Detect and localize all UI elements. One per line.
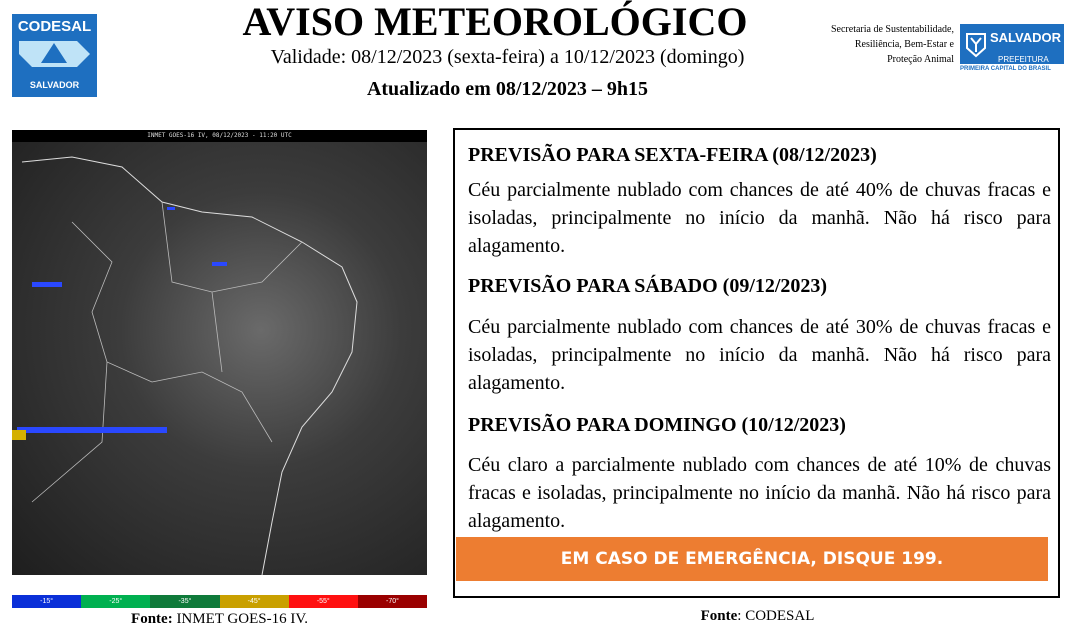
scale-label: -55° [289,595,358,608]
logo-tagline: PRIMEIRA CAPITAL DO BRASIL [960,66,1051,72]
secretariat-line: Secretaria de Sustentabilidade, [830,24,954,35]
forecast-text: Céu parcialmente nublado com chances de até 30% de chuvas fracas e isoladas, principalmente no início da manhã. Não há risco para alagamento. [468,316,1051,394]
scale-label: -70° [358,595,427,608]
secretariat-line: Resiliência, Bem-Estar e [854,39,954,50]
secretariat [808,22,954,67]
scale-label: -25° [81,595,150,608]
salvador-logo [960,24,1064,64]
forecast-heading: PREVISÃO PARA DOMINGO (10/12/2023) [468,414,846,436]
logo-sub: PREFEITURA [998,55,1049,64]
source-label: Fonte: [131,611,173,627]
satellite-image [12,130,427,575]
forecast-box [453,128,1060,598]
logo-sub2: PREFEITURA [25,101,57,107]
satellite-caption: INMET GOES-16 IV, 08/12/2023 - 11:20 UTC [12,130,427,142]
footer-source [640,608,875,625]
logo-sub: SALVADOR [29,80,80,90]
forecast-heading: PREVISÃO PARA SÁBADO (09/12/2023) [468,275,828,297]
coat-of-arms-icon [965,30,987,58]
source-value: INMET GOES-16 IV. [176,611,308,627]
forecast-text: Céu parcialmente nublado com chances de até 40% de chuvas fracas e isoladas, principalmente no início da manhã. Não há risco para alagamento. [468,179,1051,257]
validity: Validade: 08/12/2023 (sexta-feira) a 10/12/2023 (domingo) [270,46,745,68]
page-title: AVISO METEOROLÓGICO [242,0,748,44]
temperature-scale [12,595,427,608]
forecast-heading: PREVISÃO PARA SEXTA-FEIRA (08/12/2023) [468,144,877,166]
scale-label: -35° [150,595,219,608]
logo-text: CODESAL [17,18,92,35]
image-source [12,611,427,628]
map-borders [12,142,427,575]
source-label: Fonte [700,608,738,624]
source-value: : CODESAL [737,608,815,624]
logo-text: SALVADOR [990,30,1062,45]
forecast-text: Céu claro a parcialmente nublado com chances de até 10% de chuvas fracas e isoladas, principalmente no início da manhã. Não há risco para alagamento. [468,454,1051,532]
scale-label: -45° [220,595,289,608]
secretariat-line: Proteção Animal [887,54,954,65]
scale-label: -15° [12,595,81,608]
emergency-banner: EM CASO DE EMERGÊNCIA, DISQUE 199. [456,537,1048,581]
updated-at: Atualizado em 08/12/2023 – 9h15 [366,78,649,100]
